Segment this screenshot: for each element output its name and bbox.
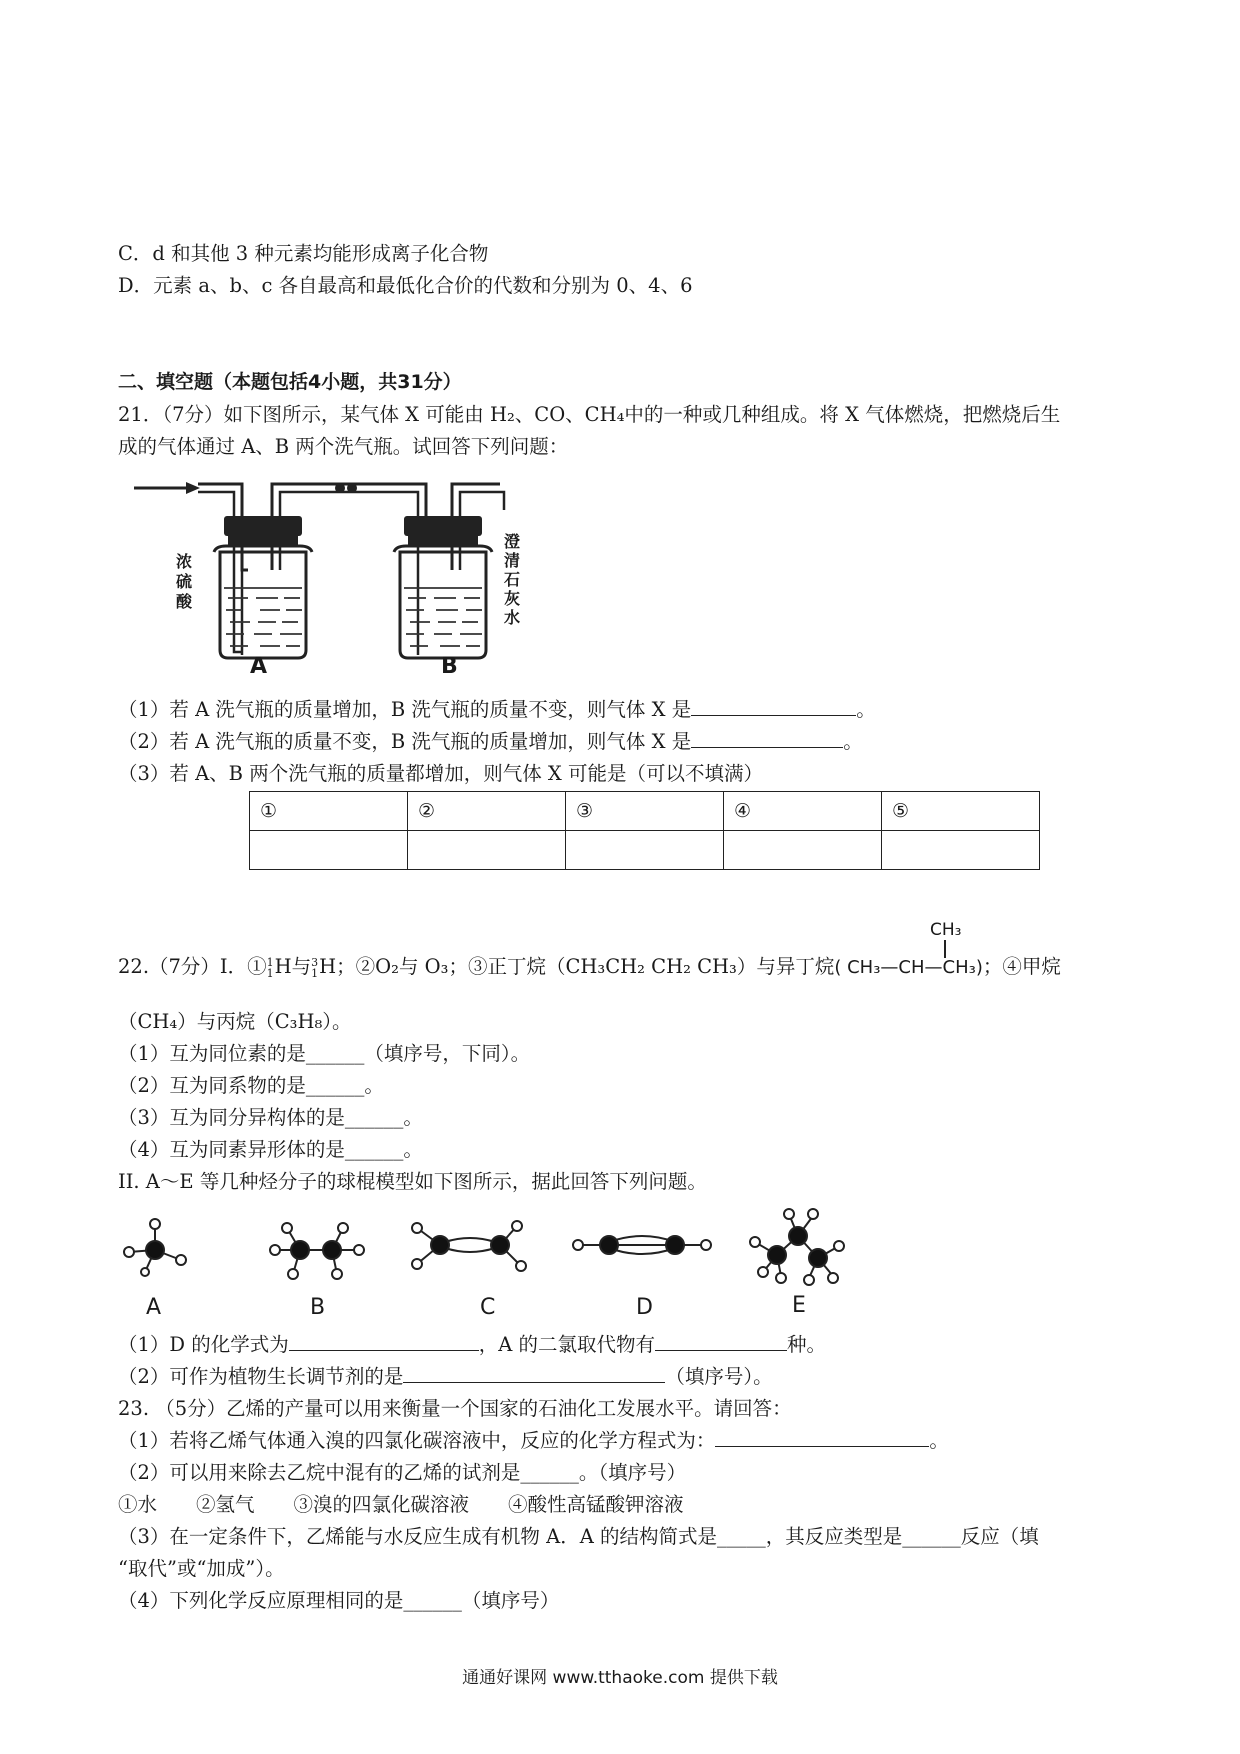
q21-sub1-blank[interactable] [691,697,856,716]
q21-stem-line2: 成的气体通过 A、B 两个洗气瓶。试回答下列问题： [118,435,569,458]
period: 。 [856,698,876,721]
q22-ii-sub2-text-b: （填序号）。 [665,1365,773,1388]
bottle-a-label: A [250,654,268,679]
model-label-b: B [310,1295,326,1320]
answer-cell-4[interactable] [724,831,882,870]
h3-mass-number: 3 [311,955,319,969]
q21-sub2 [118,728,863,756]
q21-stem-line1: 21．（7分）如下图所示，某气体 X 可能由 H₂、CO、CH₄中的一种或几种组成。将 X 气体燃烧，把燃烧后生 [118,403,1061,426]
q23-sub2: （2）可以用来除去乙烷中混有的乙烯的试剂是______。（填序号） [118,1461,687,1484]
q22-ii-sub1 [118,1331,826,1359]
q23-stem: 23. （5分）乙烯的产量可以用来衡量一个国家的石油化工发展水平。请回答： [118,1397,792,1420]
answer-table [249,791,1040,870]
model-label-c: C [480,1295,496,1320]
q22-sub3: （3）互为同分异构体的是______。 [118,1106,423,1129]
h1-atomic-number: 1 [266,966,274,980]
bottle-b-liquid-label: 澄清石灰水 [504,532,521,627]
bottle-b-label: B [441,654,458,679]
d-formula-blank[interactable] [289,1332,479,1351]
q23-sub1 [118,1427,949,1455]
h1-nuclide [267,957,274,979]
q22-stem [118,953,1061,982]
table-header-5: ⑤ [882,792,1040,831]
isobutane-formula: ( CH₃—CH—CH₃) [834,957,983,978]
answer-cell-3[interactable] [566,831,724,870]
answer-cell-2[interactable] [408,831,566,870]
bottle-a-liquid-label: 浓硫酸 [176,552,193,611]
q21-sub3: （3）若 A、B 两个洗气瓶的质量都增加，则气体 X 可能是（可以不填满） [118,762,763,785]
table-header-3: ③ [566,792,724,831]
period: 。 [843,730,863,753]
ball-and-stick-models [115,1200,865,1310]
h3-atomic-number: 1 [311,966,319,980]
q23-choices: ①水 ②氢气 ③溴的四氯化碳溶液 ④酸性高锰酸钾溶液 [118,1493,684,1516]
table-header-2: ② [408,792,566,831]
q23-sub1-text: （1）若将乙烯气体通入溴的四氯化碳溶液中，反应的化学方程式为： [118,1429,716,1452]
option-c: C．d 和其他 3 种元素均能形成离子化合物 [118,242,489,265]
q22-stem-part2: H；②O₂与 O₃；③正丁烷（CH₃CH₂ CH₂ CH₃）与异丁烷 [319,955,835,978]
table-header-4: ④ [724,792,882,831]
section-title: 二、填空题（本题包括4小题，共31分） [118,371,462,393]
dichloro-count-blank[interactable] [655,1332,787,1351]
q22-ii-sub2 [118,1363,773,1391]
q22-sub4: （4）互为同素异形体的是______。 [118,1138,423,1161]
period: 。 [929,1429,949,1452]
model-d-acetylene [573,1236,711,1254]
equation-blank[interactable] [715,1428,929,1447]
model-label-d: D [636,1295,653,1320]
h3-nuclide [311,957,318,979]
model-e-propane [750,1209,844,1285]
model-a-methane [124,1219,186,1276]
model-label-a: A [146,1295,162,1320]
page-footer: 通通好课网 www.tthaoke.com 提供下载 [462,1668,778,1688]
q21-sub2-text: （2）若 A 洗气瓶的质量不变，B 洗气瓶的质量增加，则气体 X 是 [118,730,692,753]
answer-cell-1[interactable] [250,831,408,870]
q23-sub4: （4）下列化学反应原理相同的是______（填序号） [118,1589,560,1612]
answer-cell-5[interactable] [882,831,1040,870]
q23-sub3: （3）在一定条件下，乙烯能与水反应生成有机物 A．A 的结构简式是_____，其反应类型是______反应（填 [118,1525,1039,1548]
q22-ii-sub1-text-b: ，A 的二氯取代物有 [478,1333,656,1356]
q22-sub2: （2）互为同系物的是______。 [118,1074,384,1097]
h1-mass-number: 1 [266,955,274,969]
q22-sub1: （1）互为同位素的是______（填序号，下同）。 [118,1042,531,1065]
q23-sub3-line2: “取代”或“加成”）。 [118,1557,285,1580]
q22-ii-sub1-text-a: （1）D 的化学式为 [118,1333,289,1356]
regulator-blank[interactable] [403,1364,665,1383]
q22-ii-sub2-text-a: （2）可作为植物生长调节剂的是 [118,1365,404,1388]
q22-stem-part1: 22.（7分）Ⅰ．① [118,955,267,978]
model-b-ethane [270,1223,364,1279]
q21-sub1-text: （1）若 A 洗气瓶的质量增加，B 洗气瓶的质量不变，则气体 X 是 [118,698,692,721]
q21-sub2-blank[interactable] [691,729,843,748]
q22-part2: II. A～E 等几种烃分子的球棍模型如下图所示，据此回答下列问题。 [118,1170,707,1193]
option-d: D．元素 a、b、c 各自最高和最低化合价的代数和分别为 0、4、6 [118,274,693,297]
isobutane-branch: CH₃ [930,920,962,940]
table-header-1: ① [250,792,408,831]
q22-ii-sub1-text-c: 种。 [787,1333,827,1356]
with-text: 与 [291,955,312,978]
q22-stem-line2: （CH₄）与丙烷（C₃H₈）。 [118,1010,352,1033]
model-c-ethylene [412,1221,526,1271]
h-symbol: H [274,955,292,978]
q21-sub1 [118,696,876,724]
model-label-e: E [792,1293,806,1318]
q22-stem-part3: ；④甲烷 [982,955,1061,978]
